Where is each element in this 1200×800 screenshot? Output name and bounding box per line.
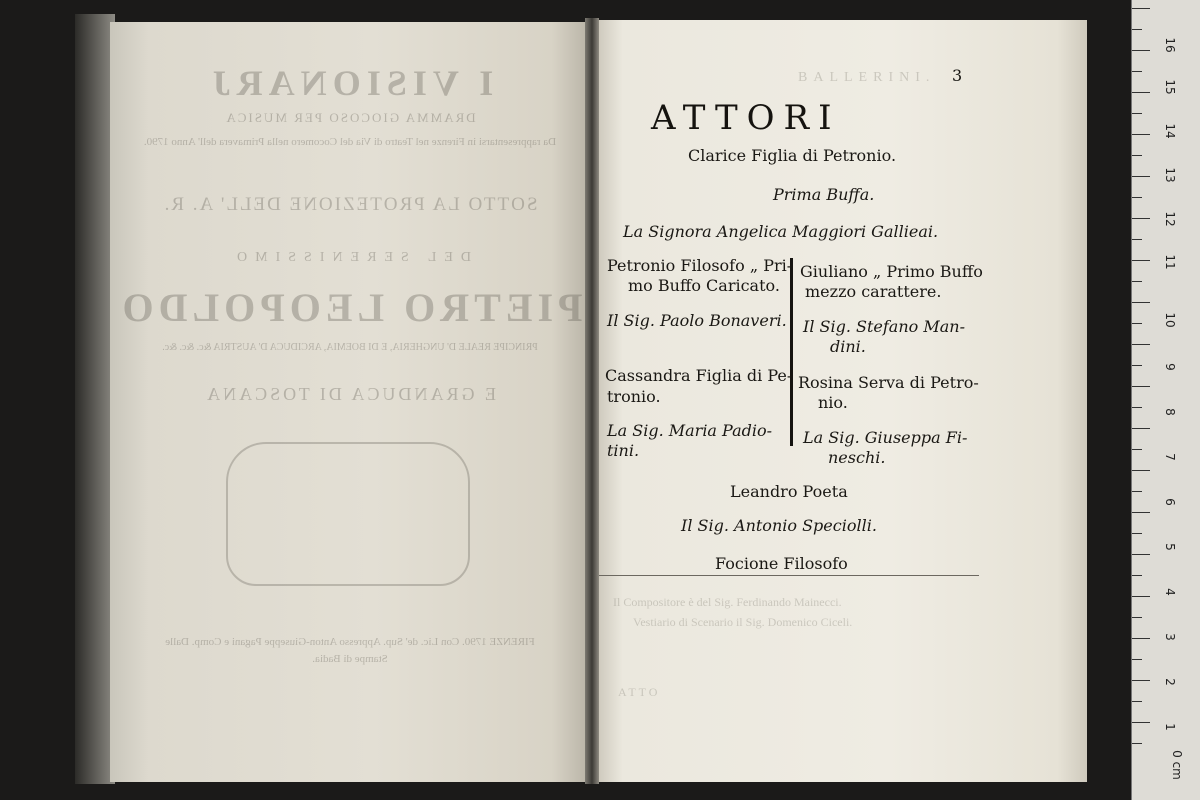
ruler-unit-label: 0 cm xyxy=(1169,750,1184,780)
rosina-role-line-2: nio. xyxy=(818,393,848,412)
ruler-number: 6 xyxy=(1163,498,1177,506)
ruler-number: 5 xyxy=(1163,543,1177,551)
bleed-name: PIETRO LEOPOLDO xyxy=(117,285,583,330)
rosina-singer-line-2: neschi. xyxy=(828,448,886,467)
ruler-number: 16 xyxy=(1163,37,1177,53)
cassandra-role-line-1: Cassandra Figlia di Pe- xyxy=(605,366,793,385)
bleed-serenissimo: DEL SERENISSIMO xyxy=(229,250,471,265)
right-page xyxy=(593,20,1087,782)
bleed-grand-duke: E GRANDUCA DI TOSCANA xyxy=(204,384,496,404)
book-edge-shadow xyxy=(75,14,115,784)
page-number: 3 xyxy=(952,66,963,85)
left-page xyxy=(110,22,590,782)
clarice-type: Prima Buffa. xyxy=(773,185,875,204)
ghost-vestiario: Vestiario di Scenario il Sig. Domenico Ciceli. xyxy=(633,615,853,629)
cassandra-role-line-2: tronio. xyxy=(607,387,661,406)
ghost-compositore: Il Compositore è del Sig. Ferdinando Mainecci. xyxy=(613,595,842,609)
cassandra-singer-line-1: La Sig. Maria Padio- xyxy=(607,421,773,440)
ruler-number: 2 xyxy=(1163,678,1177,686)
left-page-bleed-through xyxy=(110,22,590,782)
bleed-ornament xyxy=(226,442,470,586)
bleed-protection: SOTTO LA PROTEZIONE DELL' A. R. xyxy=(162,194,538,215)
bleed-title: I VISIONARJ xyxy=(206,63,494,103)
clarice-singer: La Signora Angelica Maggiori Gallieai. xyxy=(623,222,939,241)
petronio-role-line-2: mo Buffo Caricato. xyxy=(628,276,780,295)
focione-role: Focione Filosofo xyxy=(715,554,848,573)
ruler-number: 7 xyxy=(1163,453,1177,461)
petronio-role-line-1: Petronio Filosofo „ Pri- xyxy=(607,256,793,275)
bleed-titles: PRINCIPE REALE D' UNGHERIA, E DI BOEMIA, ARCIDUCA D' AUSTRIA &c. &c. &c. xyxy=(162,342,538,353)
ruler-number: 13 xyxy=(1163,167,1177,183)
rosina-singer-line-1: La Sig. Giuseppa Fi- xyxy=(803,428,968,447)
column-divider xyxy=(790,258,793,446)
ruler-number: 8 xyxy=(1163,408,1177,416)
ghost-ballerini: BALLERINI. xyxy=(798,70,936,85)
bleed-subtitle: DRAMMA GIOCOSO PER MUSICA xyxy=(224,110,476,125)
petronio-singer: Il Sig. Paolo Bonaveri. xyxy=(607,311,787,330)
cassandra-singer-line-2: tini. xyxy=(607,441,640,460)
ruler-number: 11 xyxy=(1163,254,1177,270)
bleed-imprint: FIRENZE 1790. Con Lic. de' Sup. Appresso Anton-Giuseppe Pagani e Comp. Dalle Stampe di Badia. xyxy=(165,636,535,665)
bleed-performance-note: Da rappresentarsi in Firenze nel Teatro di Via del Cocomero nella Primavera dell' Anno 1790. xyxy=(143,136,557,148)
ruler-number: 14 xyxy=(1163,123,1177,139)
ruler-number: 3 xyxy=(1163,633,1177,641)
ruler-number: 9 xyxy=(1163,363,1177,371)
ruler-number: 1 xyxy=(1163,723,1177,731)
ruler-number: 15 xyxy=(1163,79,1177,95)
giuliano-singer-line-2: dini. xyxy=(830,337,866,356)
clarice-role: Clarice Figlia di Petronio. xyxy=(688,146,897,165)
giuliano-role-line-1: Giuliano „ Primo Buffo xyxy=(800,262,983,281)
measuring-ruler xyxy=(1131,0,1200,800)
rosina-role-line-1: Rosina Serva di Petro- xyxy=(798,373,979,392)
rule-line xyxy=(599,575,979,576)
page-heading: ATTORI xyxy=(651,98,841,138)
leandro-singer: Il Sig. Antonio Speciolli. xyxy=(681,516,877,535)
ghost-atto: ATTO xyxy=(618,685,661,699)
ruler-number: 4 xyxy=(1163,588,1177,596)
giuliano-singer-line-1: Il Sig. Stefano Man- xyxy=(803,317,965,336)
book-gutter xyxy=(585,18,599,784)
leandro-role: Leandro Poeta xyxy=(730,482,848,501)
ruler-number: 12 xyxy=(1163,211,1177,227)
ruler-number: 10 xyxy=(1163,312,1177,328)
giuliano-role-line-2: mezzo carattere. xyxy=(805,282,942,301)
